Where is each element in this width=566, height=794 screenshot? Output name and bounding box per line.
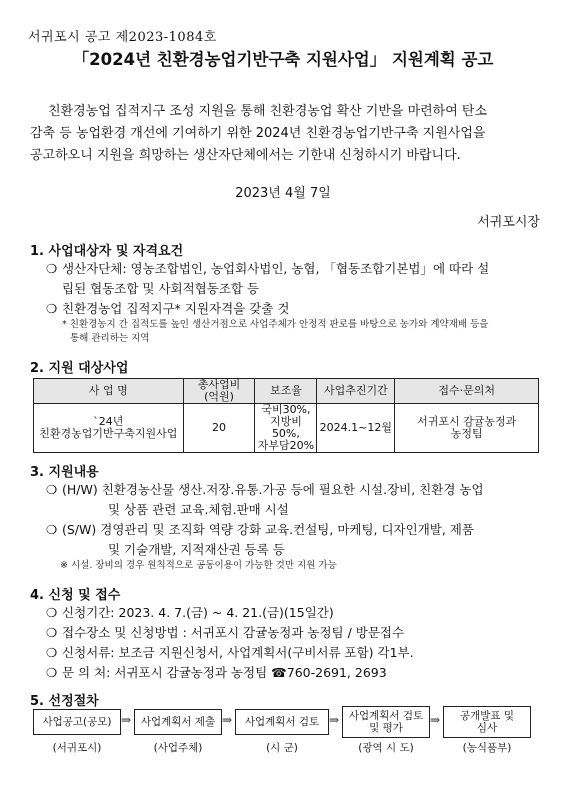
bullet-text: 친환경농업 집적지구* 지원자격을 갖출 것 [62, 301, 290, 316]
section-4-item [46, 623, 546, 643]
table-header [395, 379, 539, 404]
header-text: 총사업비 (억원) [197, 378, 241, 403]
intro-line: 감축 등 농업환경 개선에 기여하기 위한 2024년 친환경농업기반구축 지원사업을 [30, 126, 486, 141]
cell-text: 2024.1~12월 [319, 421, 393, 434]
flow-step-text: 사업계획서 제출 [140, 716, 216, 728]
bullet-marker: ❍ [46, 301, 58, 316]
bullet-text: 경영관리 및 조직화 역량 강화 교육.컨설팅, 마케팅, 디자인개발, 제품 [100, 522, 474, 537]
bullet-text: 접수장소 및 신청방법 : 서귀포시 감귤농정과 농정팀 / 방문접수 [62, 625, 405, 640]
flow-step-actor: (사업주체) [153, 742, 203, 754]
table-header [34, 379, 184, 404]
cell-text: 서귀포시 감귤농정과 농정팀 [417, 415, 517, 440]
support-table [33, 378, 539, 453]
section-1-bullet-1 [46, 259, 546, 279]
section-4-item [46, 603, 546, 623]
flow-step-actor: (서귀포시) [52, 742, 102, 754]
bullet-marker: ❍ [46, 645, 58, 660]
table-row [34, 404, 539, 453]
cell-text: `24년 친환경농업기반구축지원사업 [39, 415, 178, 440]
header-text: 접수·문의처 [438, 384, 495, 397]
cell-text: 20 [212, 421, 227, 434]
footnote: * 친환경농지 간 집적도를 높인 생산거점으로 사업주체가 안정적 판로를 바탕으로 농가와 계약재배 등을 [62, 319, 489, 330]
table-cell [183, 404, 255, 453]
table-header [317, 379, 395, 404]
flow-arrow-icon: ⇒ [121, 713, 132, 727]
section-3-bullet-hw [46, 480, 546, 500]
flow-arrow-icon: ⇒ [222, 713, 233, 727]
bullet-continuation: 립된 협동조합 및 사회적협동조합 등 [62, 281, 260, 296]
table-cell [34, 404, 184, 453]
table-header [255, 379, 317, 404]
section-1-bullet-2 [46, 299, 546, 319]
footnote: ※ 시설. 장비의 경우 원칙적으로 공동이용이 가능한 것만 지원 가능 [60, 560, 337, 571]
flow-step-box [33, 709, 121, 735]
intro-line: 친환경농업 집적지구 조성 지원을 통해 친환경농업 확산 기반을 마련하여 탄소 [48, 104, 488, 119]
section-2-title: 2. 지원 대상사업 [30, 361, 129, 376]
flow-step-text: 사업공고(공모) [42, 716, 112, 728]
bullet-continuation: 및 기술개발, 지적재산권 등록 등 [108, 542, 285, 557]
bullet-continuation: 및 상품 관련 교육.체험.판매 시설 [108, 502, 289, 517]
bullet-marker: ❍ [46, 522, 58, 537]
table-cell [255, 404, 317, 453]
flow-step-box [342, 706, 430, 738]
flow-step-box [443, 706, 531, 738]
flow-step-actor: (광역 시 도) [358, 742, 414, 754]
flow-step-text: 사업계획서 검토 [244, 716, 320, 728]
flow-step-text: 공개발표 및 심사 [459, 710, 515, 734]
section-5-title: 5. 선정절차 [30, 694, 99, 709]
bullet-marker: ❍ [46, 482, 58, 497]
header-text: 사 업 명 [88, 384, 128, 397]
bullet-marker: ❍ [46, 625, 58, 640]
flow-step-box [134, 709, 222, 735]
flow-step-text: 사업계획서 검토 및 평가 [348, 710, 424, 734]
flow-arrow-icon: ⇒ [329, 713, 340, 727]
bullet-label: (S/W) [62, 522, 97, 537]
flow-step-actor: (농식품부) [462, 742, 512, 754]
cell-text: 국비30%, 지방비50%, 자부담20% [257, 403, 315, 452]
section-4-item [46, 643, 546, 663]
section-3-title: 3. 지원내용 [30, 465, 99, 480]
header-text: 사업추진기간 [323, 384, 388, 397]
table-cell [395, 404, 539, 453]
table-cell [317, 404, 395, 453]
bullet-text: 신청서류: 보조금 지원신청서, 사업계획서(구비서류 포함) 각1부. [62, 645, 414, 660]
section-3-bullet-sw [46, 520, 546, 540]
intro-paragraph [30, 101, 542, 167]
flow-step-actor: (시 군) [266, 742, 298, 754]
flow-arrow-icon: ⇒ [430, 713, 441, 727]
page-title: 「2024년 친환경농업기반구축 지원사업」 지원계획 공고 [72, 50, 494, 69]
flow-step-box [235, 709, 329, 735]
section-4-item [46, 663, 546, 683]
bullet-marker: ❍ [46, 665, 58, 680]
bullet-text: 신청기간: 2023. 4. 7.(금) ~ 4. 21.(금)(15일간) [62, 605, 334, 620]
bullet-marker: ❍ [46, 261, 58, 276]
bullet-text: 문 의 처: 서귀포시 감귤농정과 농정팀 ☎760-2691, 2693 [62, 665, 387, 680]
bullet-text: 친환경농산물 생산.저장.유통.가공 등에 필요한 시설.장비, 친환경 농업 [101, 482, 484, 497]
bullet-label: (H/W) [62, 482, 98, 497]
header-text: 보조율 [269, 384, 302, 397]
notice-date: 2023년 4월 7일 [235, 186, 331, 201]
notice-number: 서귀포시 공고 제2023-1084호 [28, 30, 217, 45]
issuer: 서귀포시장 [477, 215, 540, 230]
section-4-title: 4. 신청 및 접수 [30, 588, 121, 603]
intro-line: 공고하오니 지원을 희망하는 생산자단체에서는 기한내 신청하시기 바랍니다. [30, 148, 461, 163]
bullet-marker: ❍ [46, 605, 58, 620]
bullet-text: 생산자단체: 영농조합법인, 농업회사법인, 농협, 「협동조합기본법」에 따라 설 [62, 261, 490, 276]
footnote-continuation: 통해 관리하는 지역 [70, 333, 150, 344]
table-header [183, 379, 255, 404]
section-1-title: 1. 사업대상자 및 자격요건 [30, 244, 184, 259]
